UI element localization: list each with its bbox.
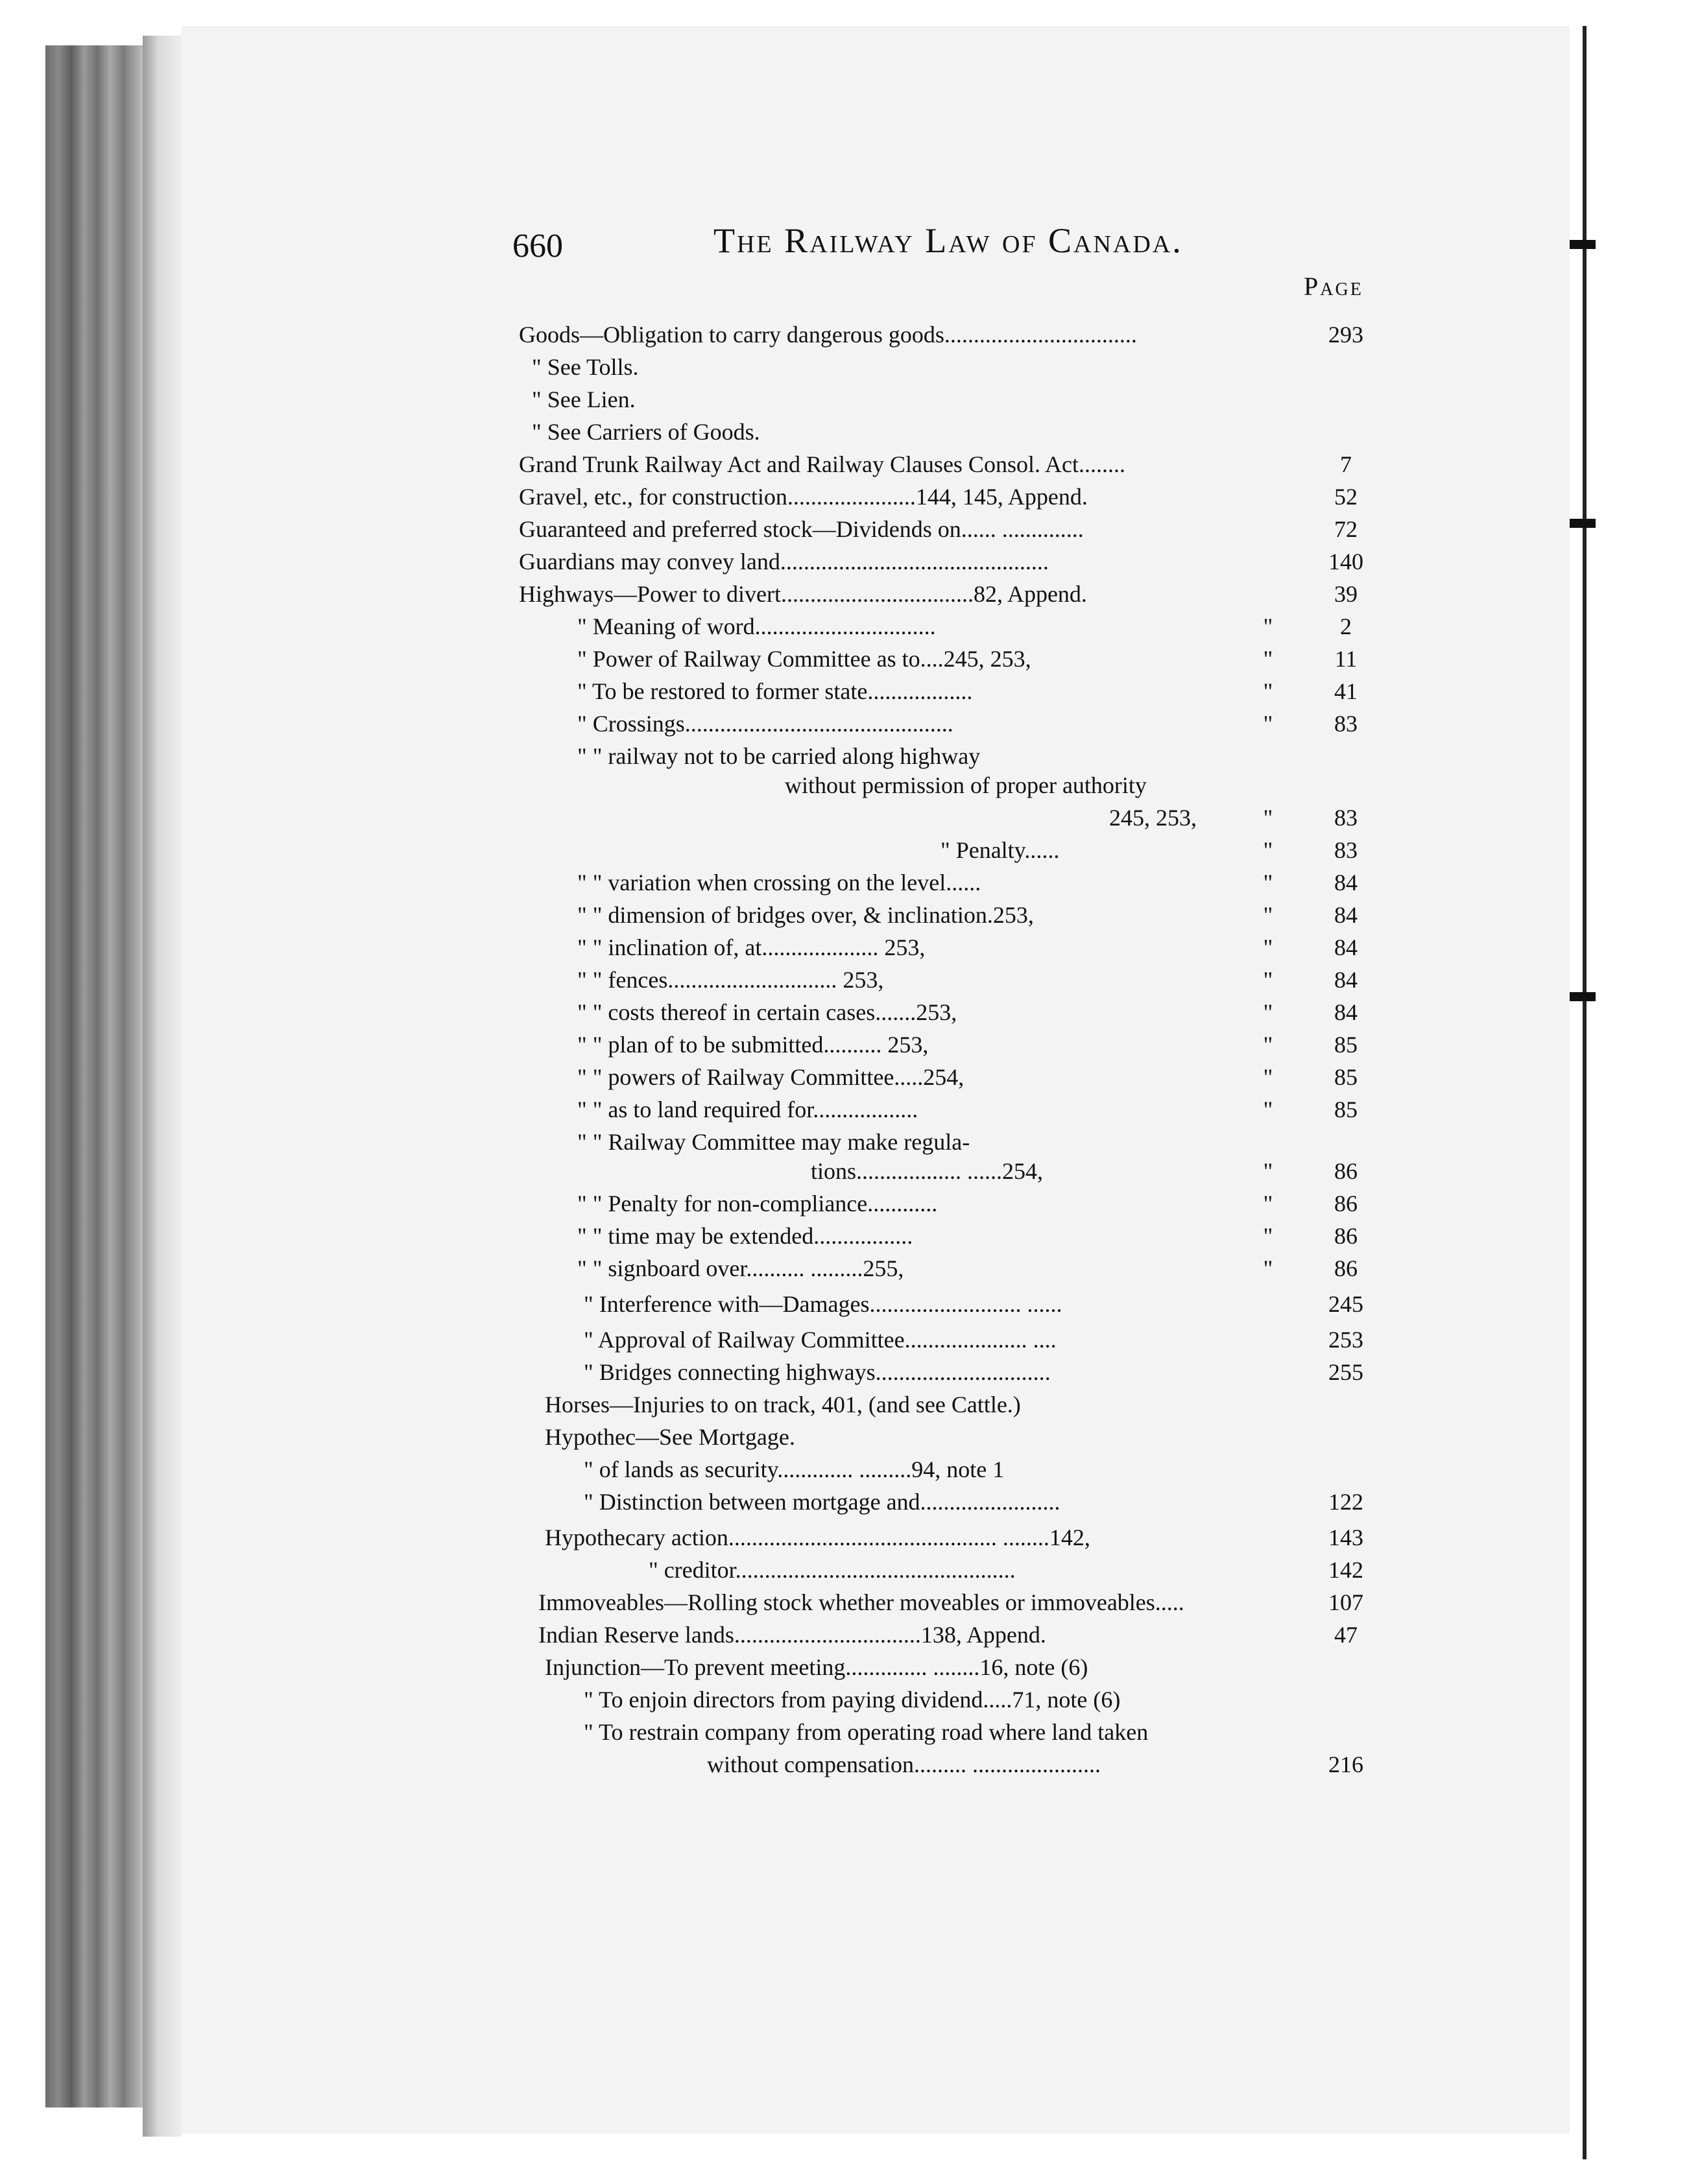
page-reference: 7 <box>1340 451 1352 477</box>
entry-text: Immoveables—Rolling stock whether moveables or immoveables..... <box>538 1589 1184 1615</box>
page-reference: 253 <box>1328 1327 1363 1353</box>
entry-text: " " fences............................. 253, <box>577 967 884 993</box>
index-entry <box>0 415 1570 449</box>
page-reference: 107 <box>1328 1589 1363 1615</box>
index-entry <box>0 1748 1570 1781</box>
entry-text: " " plan of to be submitted.......... 253, <box>577 1032 929 1058</box>
entry-text: " " dimension of bridges over, & inclination.253, <box>577 902 1034 928</box>
entry-text: Hypothec—See Mortgage. <box>545 1424 795 1450</box>
entry-text: " Distinction between mortgage and........................ <box>584 1489 1060 1515</box>
index-entry <box>0 898 1570 932</box>
ditto-mark: " <box>1263 967 1273 993</box>
entry-text: Injunction—To prevent meeting.............. ........16, note (6) <box>545 1654 1088 1680</box>
page-reference: 245 <box>1328 1291 1363 1317</box>
ditto-mark: " <box>1263 678 1273 704</box>
entry-text: " Penalty...... <box>940 837 1060 863</box>
index-entry <box>0 1219 1570 1253</box>
page-reference: 85 <box>1334 1032 1358 1058</box>
index-entry <box>0 1093 1570 1126</box>
index-entry <box>0 480 1570 514</box>
page-reference: 293 <box>1328 322 1363 348</box>
entry-text: " " costs thereof in certain cases.......253, <box>577 999 957 1025</box>
index-entry <box>0 1683 1570 1716</box>
page-reference: 85 <box>1334 1064 1358 1090</box>
page-reference: 86 <box>1334 1191 1358 1217</box>
index-entry <box>0 577 1570 611</box>
entry-text: Guaranteed and preferred stock—Dividends on...... .............. <box>519 516 1084 542</box>
entry-text: " See Lien. <box>532 386 636 412</box>
entry-text: " To be restored to former state.................. <box>577 678 973 704</box>
index-entry <box>0 801 1570 835</box>
index-entry <box>0 1154 1570 1188</box>
page-reference: 2 <box>1340 613 1352 639</box>
entry-text: Grand Trunk Railway Act and Railway Clauses Consol. Act........ <box>519 451 1125 477</box>
page-reference: 255 <box>1328 1359 1363 1385</box>
index-entry <box>0 610 1570 643</box>
page-reference: 86 <box>1334 1255 1358 1281</box>
entry-text: " " railway not to be carried along highway <box>577 743 981 769</box>
index-entry <box>0 1187 1570 1220</box>
page-reference: 72 <box>1334 516 1358 542</box>
index-entry <box>0 1521 1570 1554</box>
index-entry <box>0 1453 1570 1486</box>
page-reference: 84 <box>1334 902 1358 928</box>
index-entry <box>0 642 1570 676</box>
index-entry <box>0 995 1570 1029</box>
page-reference: 84 <box>1334 967 1358 993</box>
ditto-mark: " <box>1263 1191 1273 1217</box>
entry-text: " To restrain company from operating road where land taken <box>584 1719 1149 1745</box>
entry-text: " Crossings.............................................. <box>577 711 953 737</box>
entry-text: Horses—Injuries to on track, 401, (and see Cattle.) <box>545 1392 1021 1418</box>
entry-text: " " time may be extended................. <box>577 1223 913 1249</box>
ditto-mark: " <box>1263 1223 1273 1249</box>
page-reference: 143 <box>1328 1525 1363 1550</box>
entry-text: " " inclination of, at.................... 253, <box>577 934 926 960</box>
entry-text: " See Carriers of Goods. <box>532 419 760 445</box>
index-entry <box>0 1553 1570 1587</box>
page-reference: 83 <box>1334 837 1358 863</box>
running-title: The Railway Law of Canada. <box>713 221 1183 260</box>
index-entry <box>0 674 1570 708</box>
ditto-mark: " <box>1263 999 1273 1025</box>
index-entry <box>0 1252 1570 1285</box>
page-reference: 84 <box>1334 870 1358 896</box>
page-reference: 86 <box>1334 1223 1358 1249</box>
index-entry <box>0 318 1570 351</box>
entry-text: Hypothecary action.............................................. ........142, <box>545 1525 1090 1550</box>
index-entry <box>0 1323 1570 1357</box>
page-reference: 83 <box>1334 711 1358 737</box>
index-entry <box>0 1585 1570 1619</box>
entry-text: " of lands as security............. .........94, note 1 <box>584 1456 1005 1482</box>
entry-text: " creditor................................................ <box>649 1557 1016 1583</box>
ditto-mark: " <box>1263 1255 1273 1281</box>
index-entry <box>0 1420 1570 1454</box>
entry-text: without compensation......... ...................... <box>707 1751 1101 1777</box>
entry-text: " Approval of Railway Committee..................... .... <box>584 1327 1057 1353</box>
entry-text: " " variation when crossing on the level...... <box>577 870 981 896</box>
page-reference: 85 <box>1334 1097 1358 1122</box>
entry-text: without permission of proper authority <box>785 772 1147 798</box>
index-entry <box>0 1388 1570 1421</box>
page-reference: 83 <box>1334 805 1358 831</box>
page-column-header: Page <box>1304 272 1363 301</box>
entry-text: " See Tolls. <box>532 354 639 380</box>
page-reference: 86 <box>1334 1158 1358 1184</box>
entry-text: Guardians may convey land.............................................. <box>519 549 1049 575</box>
entry-text: " " Penalty for non-compliance............ <box>577 1191 938 1217</box>
entry-text: Indian Reserve lands................................138, Append. <box>538 1622 1046 1648</box>
index-entry <box>0 1618 1570 1652</box>
index-entry <box>0 383 1570 416</box>
page-reference: 39 <box>1334 581 1358 607</box>
ditto-mark: " <box>1263 837 1273 863</box>
index-entry <box>0 1060 1570 1094</box>
index-entry <box>0 1650 1570 1684</box>
edge-mark <box>1570 519 1596 528</box>
ditto-mark: " <box>1263 1064 1273 1090</box>
index-entry <box>0 512 1570 546</box>
index-entry <box>0 350 1570 384</box>
entry-text: " " powers of Railway Committee.....254, <box>577 1064 964 1090</box>
edge-mark <box>1570 992 1596 1001</box>
page-reference: 11 <box>1334 646 1358 672</box>
page-edge-line <box>1583 26 1587 2159</box>
index-entry <box>0 1028 1570 1062</box>
ditto-mark: " <box>1263 902 1273 928</box>
entry-text: " Power of Railway Committee as to....245, 253, <box>577 646 1031 672</box>
entry-text: " To enjoin directors from paying dividend.....71, note (6) <box>584 1687 1121 1713</box>
page-reference: 84 <box>1334 934 1358 960</box>
index-entry <box>0 447 1570 481</box>
index-entry <box>0 545 1570 578</box>
index-entry <box>0 1715 1570 1749</box>
page-reference: 84 <box>1334 999 1358 1025</box>
entry-text: Gravel, etc., for construction......................144, 145, Append. <box>519 484 1088 510</box>
index-entry <box>0 1355 1570 1389</box>
ditto-mark: " <box>1263 1097 1273 1122</box>
ditto-mark: " <box>1263 870 1273 896</box>
entry-text: tions.................. ......254, <box>811 1158 1044 1184</box>
index-entry <box>0 963 1570 997</box>
entry-text: " " signboard over.......... .........255, <box>577 1255 904 1281</box>
edge-mark <box>1570 240 1596 249</box>
index-entry <box>0 1287 1570 1321</box>
ditto-mark: " <box>1263 613 1273 639</box>
page-reference: 142 <box>1328 1557 1363 1583</box>
entry-text: 245, 253, <box>1109 805 1197 831</box>
entry-text: " " as to land required for.................. <box>577 1097 918 1122</box>
index-entry <box>0 931 1570 964</box>
ditto-mark: " <box>1263 711 1273 737</box>
page-reference: 140 <box>1328 549 1363 575</box>
index-entry <box>0 833 1570 867</box>
entry-text: " Interference with—Damages.......................... ...... <box>584 1291 1062 1317</box>
index-entry <box>0 866 1570 899</box>
ditto-mark: " <box>1263 805 1273 831</box>
ditto-mark: " <box>1263 934 1273 960</box>
page-reference: 52 <box>1334 484 1358 510</box>
index-entry <box>0 707 1570 741</box>
ditto-mark: " <box>1263 646 1273 672</box>
index-entry <box>0 1485 1570 1519</box>
page-reference: 216 <box>1328 1751 1363 1777</box>
page-number: 660 <box>512 228 563 265</box>
entry-text: Highways—Power to divert.................................82, Append. <box>519 581 1087 607</box>
right-margin <box>1570 0 1689 2184</box>
index-entry <box>0 768 1570 802</box>
entry-text: " " Railway Committee may make regula- <box>577 1129 970 1155</box>
page-reference: 47 <box>1334 1622 1358 1648</box>
entry-text: " Bridges connecting highways.............................. <box>584 1359 1051 1385</box>
entry-text: Goods—Obligation to carry dangerous goods................................. <box>519 322 1137 348</box>
ditto-mark: " <box>1263 1032 1273 1058</box>
ditto-mark: " <box>1263 1158 1273 1184</box>
entry-text: " Meaning of word............................... <box>577 613 936 639</box>
page-reference: 122 <box>1328 1489 1363 1515</box>
page-reference: 41 <box>1334 678 1358 704</box>
